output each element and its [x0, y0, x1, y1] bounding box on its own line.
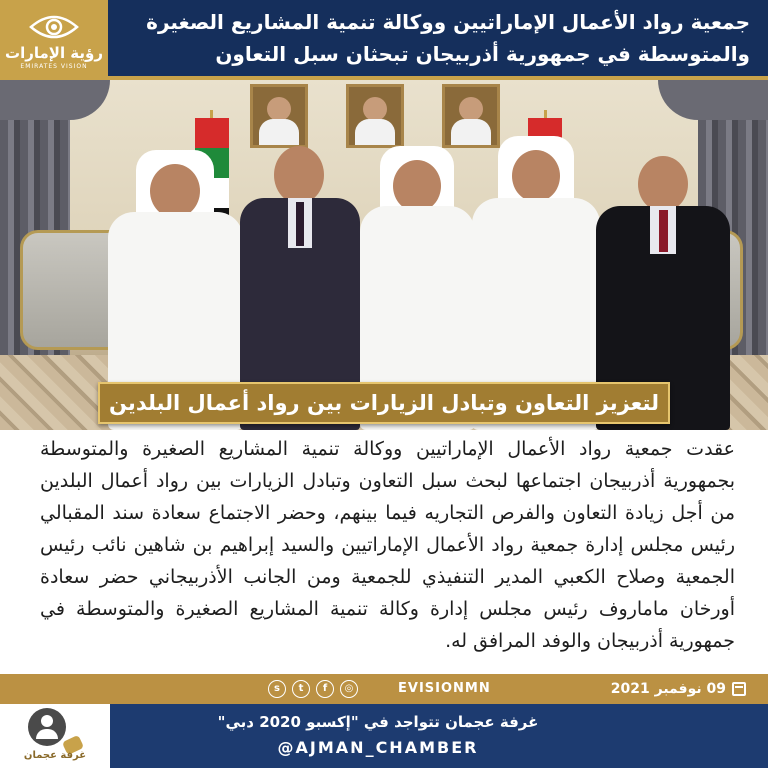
social-handle[interactable]: EVISIONMN	[398, 681, 491, 696]
publish-date	[611, 674, 746, 704]
meta-bar	[0, 674, 768, 704]
header-bar	[0, 0, 768, 80]
valance-right	[658, 80, 768, 120]
eye-icon	[27, 11, 81, 43]
emirates-vision-logo	[0, 0, 108, 80]
photo-caption: لتعزيز التعاون وتبادل الزيارات بين رواد أعمال البلدين	[98, 382, 670, 424]
social-icons	[268, 680, 358, 698]
twitter-icon[interactable]: t	[292, 680, 310, 698]
logo-english-text: EMIRATES VISION	[20, 62, 88, 70]
facebook-icon[interactable]: f	[316, 680, 334, 698]
valance-left	[0, 80, 110, 120]
ajman-chamber-logo	[0, 704, 110, 768]
logo-arabic-text: رؤية الإمارات	[5, 43, 103, 62]
snapchat-icon[interactable]: s	[268, 680, 286, 698]
headline: جمعية رواد الأعمال الإماراتيين ووكالة تنمية المشاريع الصغيرة والمتوسطة في جمهورية أذربيجان تبحثان سبل التعاون	[146, 10, 750, 66]
portrait-left	[250, 84, 308, 148]
footer-announcement: غرفة عجمان تتواجد في "إكسبو 2020 دبي"	[217, 713, 539, 731]
instagram-icon[interactable]: ◎	[340, 680, 358, 698]
avatar-icon	[28, 708, 66, 746]
publish-date-text: 09 نوفمبر 2021	[610, 681, 726, 697]
footer-logo-text: غرفة عجمان	[23, 750, 87, 761]
portrait-center	[346, 84, 404, 148]
meeting-photo	[0, 80, 768, 430]
article-body: عقدت جمعية رواد الأعمال الإماراتيين ووكالة تنمية المشاريع الصغيرة والمتوسطة بجمهورية أذربيجان اجتماعها لبحث سبل التعاون وتبادل الزيارات بين رواد أعمال البلدين من أجل زيادة التعاون والفرص التجاريه فيما بينهم، وحضر الاجتماع سعادة سند المقبالي رئيس مجلس إدارة جمعية رواد الأعمال الإماراتيين والسيد إبراهيم بن شاهين نائب رئيس الجمعية وصلاح الكعبي المدير التنفيذي للجمعية ومن الجانب الأذربيجاني حضر سعادة أورخان ماماروف رئيس مجلس إدارة وكالة تنمية المشاريع الصغيرة والمتوسطة في جمهورية أذربيجان والوفد المرافق له.	[40, 438, 735, 652]
calendar-icon	[732, 682, 746, 696]
footer-handle[interactable]: @AJMAN_CHAMBER	[277, 738, 479, 757]
